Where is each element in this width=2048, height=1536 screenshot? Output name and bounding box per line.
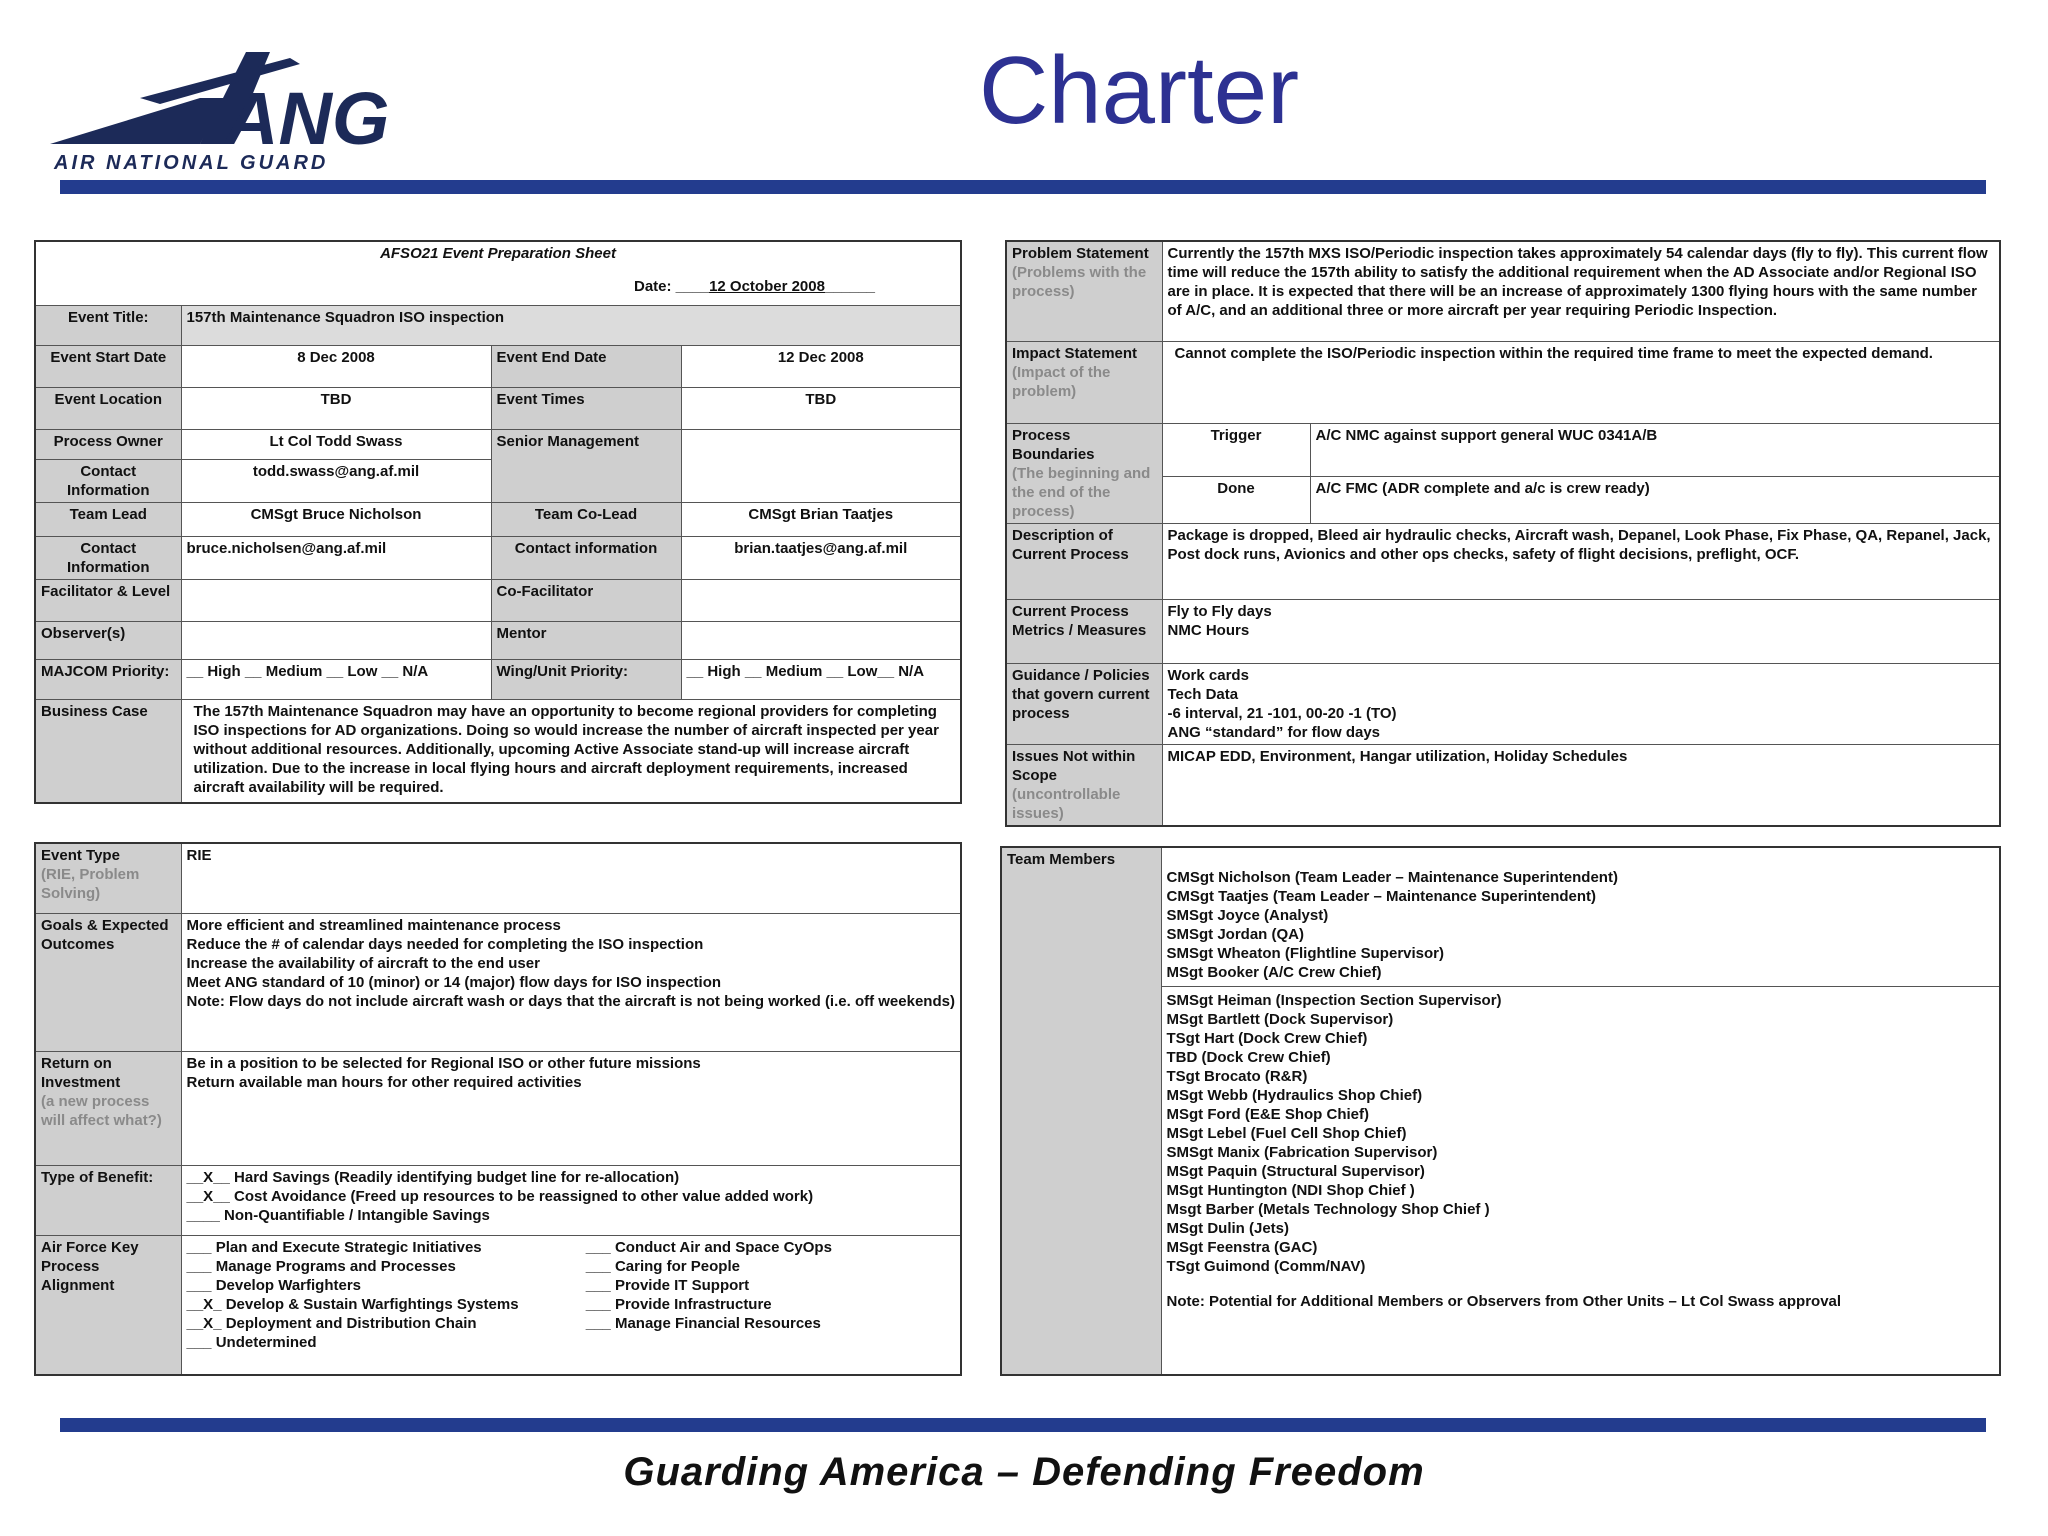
header-divider — [60, 180, 1986, 194]
metrics-item: NMC Hours — [1167, 621, 1250, 639]
event-location-label: Event Location — [35, 387, 181, 429]
lead-contact-label: Contact Information — [35, 536, 181, 579]
alignment-item: ___ Provide Infrastructure — [585, 1295, 772, 1313]
benefit-item: __X__ Cost Avoidance (Freed up resources to be reassigned to other value added work) — [186, 1187, 814, 1205]
event-times-label: Event Times — [491, 387, 681, 429]
process-owner-label: Process Owner — [35, 429, 181, 459]
team-member: Msgt Barber (Metals Technology Shop Chief ) — [1166, 1201, 1490, 1218]
alignment-columns — [187, 1238, 956, 1352]
mentor-value — [681, 621, 961, 659]
co-facilitator-label: Co-Facilitator — [491, 579, 681, 621]
footer-divider — [60, 1418, 1986, 1432]
process-boundaries-title: Process Boundaries — [1012, 426, 1095, 463]
business-case-text: The 157th Maintenance Squadron may have an opportunity to become regional providers for completing ISO inspections for AD organizations. Doing so would increase the number of aircraft inspected per year without additional resources. Additionally, upcoming Active Associate stand-up will increase aircraft utilization. Due to the increase in local flying hours and aircraft deployment requirements, increased aircraft availability will be required. — [181, 699, 961, 803]
goals-item: Increase the availability of aircraft to the end user — [186, 954, 540, 972]
event-start-value: 8 Dec 2008 — [181, 345, 491, 387]
event-type-label — [35, 843, 181, 913]
owner-contact-value: todd.swass@ang.af.mil — [181, 459, 491, 502]
metrics-label: Current Process Metrics / Measures — [1006, 599, 1162, 663]
problem-statement-sheet — [1005, 240, 2001, 827]
impact-statement-text: Cannot complete the ISO/Periodic inspection within the required time frame to meet the expected demand. — [1162, 341, 2000, 423]
problem-statement-title: Problem Statement — [1012, 245, 1149, 262]
guidance-item: ANG “standard” for flow days — [1167, 723, 1381, 741]
current-process-description-label: Description of Current Process — [1006, 523, 1162, 599]
team-members-list — [1161, 847, 2000, 1375]
date-line: Date: ____12 October 2008______ — [634, 278, 876, 295]
alignment-left-column — [187, 1238, 556, 1352]
mentor-label: Mentor — [491, 621, 681, 659]
benefit-list — [181, 1165, 961, 1235]
roi-sub: (a new process will affect what?) — [41, 1092, 162, 1129]
majcom-priority-options: __ High __ Medium __ Low __ N/A — [181, 659, 491, 699]
owner-contact-label: Contact Information — [35, 459, 181, 502]
goals-list — [181, 913, 961, 1051]
date-label: Date: — [634, 278, 672, 295]
date-value: 12 October 2008 — [709, 278, 825, 295]
team-member: SMSgt Joyce (Analyst) — [1166, 907, 1329, 924]
goals-label: Goals & Expected Outcomes — [35, 913, 181, 1051]
alignment-item: ___ Develop Warfighters — [186, 1276, 361, 1294]
guidance-item: Tech Data — [1167, 685, 1239, 703]
team-lead-label: Team Lead — [35, 502, 181, 536]
lead-contact-value: bruce.nicholsen@ang.af.mil — [181, 536, 491, 579]
team-member: MSgt Feenstra (GAC) — [1166, 1239, 1318, 1256]
team-member: MSgt Ford (E&E Shop Chief) — [1166, 1106, 1369, 1123]
observers-label: Observer(s) — [35, 621, 181, 659]
alignment-item: ___ Caring for People — [585, 1257, 740, 1275]
wing-priority-label: Wing/Unit Priority: — [491, 659, 681, 699]
current-process-description-text: Package is dropped, Bleed air hydraulic checks, Aircraft wash, Depanel, Look Phase, Fix Phase, QA, Repanel, Jack, Post dock runs, Avionics and other ops checks, safety of flight decisions, preflight, OCF. — [1162, 523, 2000, 599]
team-member: SMSgt Manix (Fabrication Supervisor) — [1166, 1144, 1438, 1161]
team-member: SMSgt Wheaton (Flightline Supervisor) — [1166, 945, 1444, 962]
goals-item: Reduce the # of calendar days needed for completing the ISO inspection — [186, 935, 704, 953]
process-owner-value: Lt Col Todd Swass — [181, 429, 491, 459]
facilitator-value — [181, 579, 491, 621]
event-title-label: Event Title: — [35, 305, 181, 345]
guidance-item: Work cards — [1167, 666, 1249, 684]
team-member: MSgt Lebel (Fuel Cell Shop Chief) — [1166, 1125, 1407, 1142]
co-lead-contact-label: Contact information — [491, 536, 681, 579]
roi-title: Return on Investment — [41, 1054, 121, 1091]
problem-statement-label — [1006, 241, 1162, 341]
process-boundaries-label — [1006, 423, 1162, 523]
senior-management-label: Senior Management — [491, 429, 681, 502]
impact-statement-title: Impact Statement — [1012, 344, 1138, 362]
event-title-value: 157th Maintenance Squadron ISO inspection — [181, 305, 961, 345]
observers-value — [181, 621, 491, 659]
team-member: MSgt Booker (A/C Crew Chief) — [1166, 964, 1382, 981]
roi-list — [181, 1051, 961, 1165]
sheet-title: AFSO21 Event Preparation Sheet — [380, 245, 616, 262]
benefit-type-label: Type of Benefit: — [35, 1165, 181, 1235]
team-member: TSgt Brocato (R&R) — [1166, 1068, 1308, 1085]
sheet-header-cell — [35, 241, 961, 305]
alignment-item: ___ Undetermined — [186, 1333, 317, 1351]
alignment-item: ___ Manage Financial Resources — [585, 1314, 821, 1332]
team-member: MSgt Webb (Hydraulics Shop Chief) — [1166, 1087, 1423, 1104]
roi-label — [35, 1051, 181, 1165]
footer-tagline: Guarding America – Defending Freedom — [623, 1450, 1425, 1494]
process-boundaries-sub: (The beginning and the end of the process) — [1012, 464, 1151, 520]
roi-item: Return available man hours for other required activities — [186, 1073, 582, 1091]
goals-item: Meet ANG standard of 10 (minor) or 14 (major) flow days for ISO inspection — [186, 973, 722, 991]
alignment-right-column — [586, 1238, 955, 1352]
process-alignment-label: Air Force Key Process Alignment — [35, 1235, 181, 1375]
scope-sub: (uncontrollable issues) — [1012, 785, 1121, 822]
alignment-item: __X_ Develop & Sustain Warfightings Systems — [186, 1295, 519, 1313]
event-end-label: Event End Date — [491, 345, 681, 387]
alignment-item: ___ Manage Programs and Processes — [186, 1257, 456, 1275]
trigger-label: Trigger — [1162, 423, 1310, 476]
event-goals-sheet — [34, 842, 962, 1376]
logo-caption: AIR NATIONAL GUARD — [54, 152, 329, 174]
team-lead-value: CMSgt Bruce Nicholson — [181, 502, 491, 536]
team-member: TSgt Guimond (Comm/NAV) — [1166, 1258, 1366, 1275]
logo-mark: ANG — [225, 77, 390, 160]
co-lead-label: Team Co-Lead — [491, 502, 681, 536]
impact-statement-sub: (Impact of the problem) — [1012, 363, 1111, 400]
benefit-item: ____ Non-Quantifiable / Intangible Savings — [186, 1206, 490, 1224]
event-start-label: Event Start Date — [35, 345, 181, 387]
scope-text: MICAP EDD, Environment, Hangar utilization, Holiday Schedules — [1162, 744, 2000, 826]
team-member: MSgt Dulin (Jets) — [1166, 1220, 1289, 1237]
senior-management-value — [681, 429, 961, 502]
team-member: MSgt Huntington (NDI Shop Chief ) — [1166, 1182, 1415, 1199]
event-times-value: TBD — [681, 387, 961, 429]
event-location-value: TBD — [181, 387, 491, 429]
team-member: TBD (Dock Crew Chief) — [1166, 1049, 1331, 1066]
wing-priority-options: __ High __ Medium __ Low__ N/A — [681, 659, 961, 699]
guidance-list — [1162, 663, 2000, 744]
event-type-value: RIE — [181, 843, 961, 913]
event-end-value: 12 Dec 2008 — [681, 345, 961, 387]
team-note: Note: Potential for Additional Members or Observers from Other Units – Lt Col Swass approval — [1166, 1293, 1842, 1310]
alignment-item: __X_ Deployment and Distribution Chain — [186, 1314, 477, 1332]
majcom-priority-label: MAJCOM Priority: — [35, 659, 181, 699]
event-type-sub: (RIE, Problem Solving) — [41, 866, 140, 902]
done-label: Done — [1162, 476, 1310, 523]
team-members-label: Team Members — [1001, 847, 1161, 1375]
roi-item: Be in a position to be selected for Regional ISO or other future missions — [186, 1054, 701, 1072]
done-text: A/C FMC (ADR complete and a/c is crew ready) — [1310, 476, 2000, 523]
team-member: SMSgt Heiman (Inspection Section Supervisor) — [1166, 992, 1502, 1009]
page-title: Charter — [978, 37, 1300, 144]
goals-item: More efficient and streamlined maintenance process — [186, 916, 561, 934]
impact-statement-label — [1006, 341, 1162, 423]
team-members-sheet — [1000, 846, 2001, 1376]
business-case-label: Business Case — [35, 699, 181, 803]
scope-title: Issues Not within Scope — [1012, 747, 1136, 784]
team-member: MSgt Paquin (Structural Supervisor) — [1166, 1163, 1425, 1180]
alignment-item: ___ Plan and Execute Strategic Initiatives — [186, 1238, 482, 1256]
facilitator-label: Facilitator & Level — [35, 579, 181, 621]
problem-statement-text: Currently the 157th MXS ISO/Periodic inspection takes approximately 54 calendar days (fly to fly). This current flow time will reduce the 157th ability to satisfy the additional requirement when the AD Associate and/or Regional ISO are in place. It is expected that there will be an increase of approximately 1300 flying hours with the same number of A/C, and an additional three or more aircraft per year requiring Periodic Inspection. — [1162, 241, 2000, 341]
team-member: CMSgt Nicholson (Team Leader – Maintenance Superintendent) — [1166, 869, 1618, 886]
team-member: CMSgt Taatjes (Team Leader – Maintenance Superintendent) — [1166, 888, 1597, 905]
co-lead-contact-value: brian.taatjes@ang.af.mil — [681, 536, 961, 579]
alignment-item: ___ Conduct Air and Space CyOps — [585, 1238, 832, 1256]
team-member: SMSgt Jordan (QA) — [1166, 926, 1304, 943]
alignment-item: ___ Provide IT Support — [585, 1276, 750, 1294]
co-lead-value: CMSgt Brian Taatjes — [681, 502, 961, 536]
team-member: MSgt Bartlett (Dock Supervisor) — [1166, 1011, 1394, 1028]
guidance-label: Guidance / Policies that govern current process — [1006, 663, 1162, 744]
scope-label — [1006, 744, 1162, 826]
benefit-item: __X__ Hard Savings (Readily identifying budget line for re-allocation) — [186, 1168, 680, 1186]
co-facilitator-value — [681, 579, 961, 621]
team-member: TSgt Hart (Dock Crew Chief) — [1166, 1030, 1368, 1047]
trigger-text: A/C NMC against support general WUC 0341A/B — [1310, 423, 2000, 476]
process-alignment-options — [181, 1235, 961, 1375]
guidance-item: -6 interval, 21 -101, 00-20 -1 (TO) — [1167, 704, 1397, 722]
metrics-list — [1162, 599, 2000, 663]
team-group-two — [1162, 986, 2000, 1311]
event-type-title: Event Type — [41, 847, 120, 864]
event-preparation-sheet — [34, 240, 962, 804]
problem-statement-sub: (Problems with the process) — [1012, 264, 1147, 300]
metrics-item: Fly to Fly days — [1167, 602, 1272, 620]
goals-item: Note: Flow days do not include aircraft wash or days that the aircraft is not being worked (i.e. off weekends) — [186, 992, 955, 1010]
